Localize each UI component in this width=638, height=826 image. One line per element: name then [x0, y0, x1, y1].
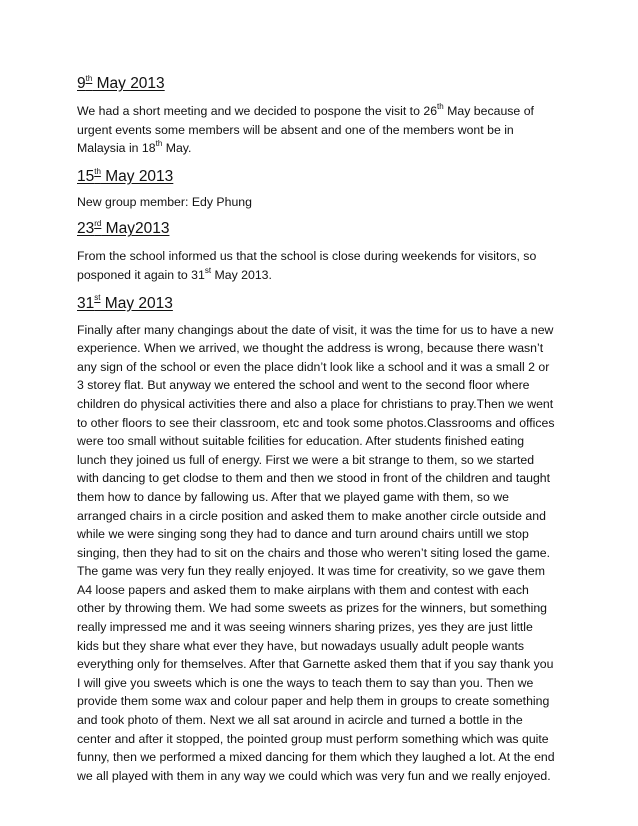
line-text: arranged chairs in a circle position and asked them to make another circle outside and [77, 508, 546, 523]
line-text: and took photo of them. Next we all sat around in acircle and turned a bottle in the [77, 713, 523, 728]
heading-month-year: May2013 [101, 220, 170, 238]
paragraph-line [77, 395, 577, 414]
line-text: everything only for themselves. After that Garnette asked them that if you say thank you [77, 657, 554, 672]
line-text: funny, then we performed a mixed dancing for them which they laughed a lot. At the end [77, 750, 555, 765]
line-text: Finally after many changings about the date of visit, it was the time for us to have a new [77, 322, 554, 337]
line-text: other by throwing them. We had some sweets as prizes for the winners, but something [77, 601, 548, 616]
line-text: A4 loose papers and asked them to make airplans with them and contest with each [77, 582, 529, 597]
line-text: while we were singing song they had to dance and turn around chairs untill we stop [77, 527, 529, 542]
heading-day: 15 [77, 167, 95, 185]
line-text: Malaysia in 18 [77, 141, 156, 156]
line-text-continued: May. [162, 141, 192, 156]
line-text-continued: May 2013. [211, 267, 272, 282]
line-text: 3 storey flat. But anyway we entered the school and went to the second floor where [77, 378, 530, 393]
heading-ordinal-suffix: th [94, 166, 101, 176]
heading-day: 31 [77, 294, 95, 312]
ordinal-suffix: th [437, 101, 444, 111]
line-text: to other floors to see their classroom, etc and took some photos.Classrooms and offices [77, 415, 555, 430]
section-date-heading [77, 167, 577, 187]
paragraph-line [77, 432, 577, 451]
paragraph-line [77, 692, 577, 711]
line-text: urgent events some members will be absent and one of the members wont be in [77, 122, 514, 137]
line-text: were too small without suitable fcilities for education. After students finished eating [77, 434, 525, 449]
ordinal-suffix: st [204, 265, 212, 275]
paragraph-line [77, 488, 577, 507]
paragraph-line [77, 507, 577, 526]
paragraph-line [77, 637, 577, 656]
line-text: The game was very fun they really enjoyed. It was time for creativity, so we gave them [77, 564, 545, 579]
line-text: lunch they joined us full of energy. First we were a bit strange to them, so we started [77, 452, 535, 467]
line-text: We had a short meeting and we decided to pospone the visit to 26 [77, 104, 438, 118]
paragraph-line [77, 730, 577, 749]
paragraph-line [77, 102, 577, 121]
paragraph-line [77, 414, 577, 433]
paragraph-line [77, 655, 577, 674]
paragraph-line [77, 247, 577, 266]
paragraph-line [77, 339, 577, 358]
paragraph-line [77, 451, 577, 470]
paragraph-line [77, 525, 577, 544]
ordinal-suffix: th [155, 139, 163, 149]
line-text: posponed it again to 31 [77, 267, 205, 282]
line-text: children do physical activities there and also a place for christians to pray.Then we went [77, 396, 554, 411]
paragraph-line [77, 376, 577, 395]
paragraph-line [77, 544, 577, 563]
section-paragraph [77, 102, 577, 158]
line-text-continued: May because of [443, 104, 534, 118]
section-paragraph [77, 193, 577, 212]
paragraph-line [77, 266, 577, 285]
line-text: we all played with them in any way we could which was very fun and we really enjoyed. [77, 768, 551, 783]
paragraph-line [77, 193, 577, 212]
paragraph-line [77, 562, 577, 581]
heading-month-year: May 2013 [100, 167, 174, 185]
heading-ordinal-suffix: rd [94, 219, 102, 229]
paragraph-line [77, 469, 577, 488]
paragraph-line [77, 711, 577, 730]
heading-day: 9 [77, 75, 86, 92]
line-text: From the school informed us that the school is close during weekends for visitors, so [77, 249, 537, 264]
paragraph-line [77, 121, 577, 140]
heading-month-year: May 2013 [100, 294, 173, 312]
section-date-heading [77, 294, 577, 314]
paragraph-line [77, 618, 577, 637]
paragraph-line [77, 321, 577, 340]
paragraph-line [77, 674, 577, 693]
line-text: singing, then they had to sit on the chairs and those who weren’t siting losed the game. [77, 545, 551, 560]
paragraph-line [77, 139, 577, 158]
heading-month-year: May 2013 [92, 75, 165, 92]
section-date-heading [77, 219, 577, 239]
paragraph-line [77, 599, 577, 618]
section-paragraph [77, 247, 577, 284]
line-text: kids but they share what ever they have, but nowadays usually adult people wants [77, 638, 525, 653]
heading-ordinal-suffix: st [94, 293, 101, 303]
line-text: any sign of the school or even the place didn’t look like a school and it was a small 2 or [77, 359, 550, 374]
heading-day: 23 [77, 220, 95, 238]
section-date-heading [77, 74, 577, 94]
section-paragraph [77, 321, 577, 786]
line-text: provide them some wax and colour paper and help them in groups to create something [77, 694, 550, 709]
paragraph-line [77, 748, 577, 767]
paragraph-line [77, 767, 577, 786]
line-text: with dancing to get clodse to them and then we stood in front of the children and taught [77, 471, 551, 486]
line-text: center and after it stopped, the pointed group must perform something which was quite [77, 731, 549, 746]
line-text: New group member: Edy Phung [77, 194, 252, 209]
line-text: experience. When we arrived, we thought the address is wrong, because there wasn’t [77, 341, 544, 356]
line-text: them how to dance by fallowing us. After that we played game with them, so we [77, 489, 509, 504]
line-text: I will give you sweets which is one the ways to teach them to say than you. Then we [77, 675, 534, 690]
line-text: really impressed me and it was seeing winners sharing prizes, yes they are just little [77, 620, 533, 635]
paragraph-line [77, 358, 577, 377]
document-body [77, 74, 577, 785]
paragraph-line [77, 581, 577, 600]
heading-ordinal-suffix: th [85, 73, 93, 83]
